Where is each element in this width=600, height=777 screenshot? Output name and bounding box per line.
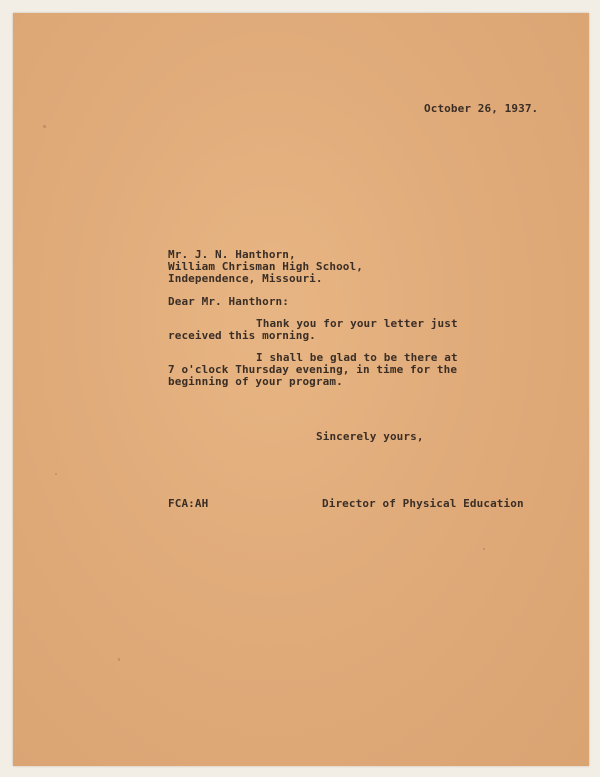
paper-speck xyxy=(43,125,46,128)
recipient-city: Independence, Missouri. xyxy=(168,272,323,285)
paragraph-2-line-3: beginning of your program. xyxy=(168,375,343,388)
closing: Sincerely yours, xyxy=(316,430,424,443)
paragraph-1-line-2: received this morning. xyxy=(168,329,316,342)
paper-speck xyxy=(483,548,485,550)
paper-speck xyxy=(55,473,57,475)
paragraph-1-line-1: Thank you for your letter just xyxy=(256,317,458,330)
paper-speck xyxy=(118,658,120,661)
recipient-name: Mr. J. N. Hanthorn, xyxy=(168,248,296,261)
paragraph-2-line-1: I shall be glad to be there at xyxy=(256,351,458,364)
signature-title: Director of Physical Education xyxy=(322,497,524,510)
paragraph-2-line-2: 7 o'clock Thursday evening, in time for the xyxy=(168,363,458,376)
letter-date: October 26, 1937. xyxy=(424,102,539,115)
salutation: Dear Mr. Hanthorn: xyxy=(168,295,290,308)
recipient-school: William Chrisman High School, xyxy=(168,260,363,273)
letter-page xyxy=(13,13,589,766)
typist-initials: FCA:AH xyxy=(168,497,209,510)
